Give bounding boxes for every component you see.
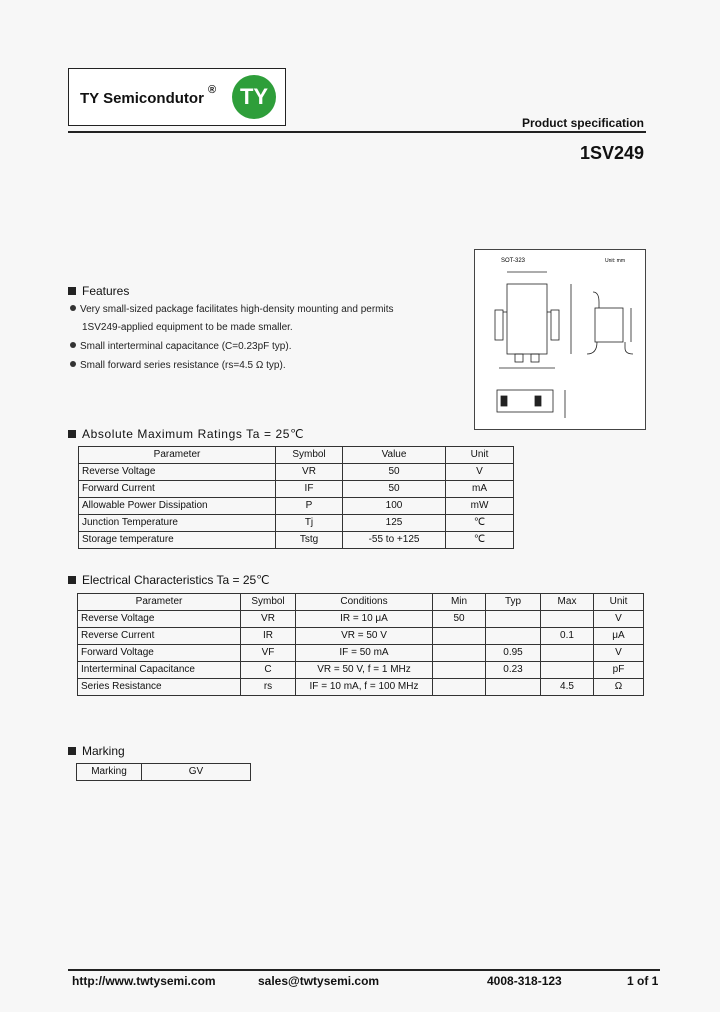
- cell-symbol: VR: [241, 611, 296, 628]
- col-header: Max: [541, 594, 594, 611]
- table-row: [79, 532, 514, 549]
- square-bullet-icon: [68, 747, 76, 755]
- feature-text: Very small-sized package facilitates high-density mounting and permits: [80, 304, 394, 315]
- cell-symbol: VR: [276, 464, 343, 481]
- cell-unit: V: [594, 611, 644, 628]
- table-row: [78, 679, 644, 696]
- cell-parameter: Junction Temperature: [79, 515, 276, 532]
- cell-symbol: P: [276, 498, 343, 515]
- cell-max: [541, 611, 594, 628]
- bullet-icon: [70, 361, 76, 367]
- cell-typ: [486, 679, 541, 696]
- table-row: [79, 515, 514, 532]
- cell-typ: 0.23: [486, 662, 541, 679]
- abs-max-heading: [68, 427, 304, 441]
- cell-value: 50: [343, 481, 446, 498]
- cell-unit: ℃: [446, 532, 514, 549]
- marking-table: [76, 763, 251, 781]
- cell-unit: mW: [446, 498, 514, 515]
- footer-divider: [68, 969, 660, 971]
- registered-mark: ®: [208, 84, 217, 96]
- unit-label: Unit: mm: [605, 258, 625, 264]
- cell-symbol: C: [241, 662, 296, 679]
- company-logo: TY: [232, 75, 276, 119]
- cell-symbol: VF: [241, 645, 296, 662]
- marking-value: GV: [142, 764, 251, 781]
- cell-unit: V: [594, 645, 644, 662]
- col-header: Parameter: [78, 594, 241, 611]
- square-bullet-icon: [68, 287, 76, 295]
- col-header: Conditions: [296, 594, 433, 611]
- col-header: Symbol: [241, 594, 296, 611]
- table-row: [79, 481, 514, 498]
- elec-heading: [68, 573, 270, 587]
- col-header: Min: [433, 594, 486, 611]
- cell-value: -55 to +125: [343, 532, 446, 549]
- col-header: Symbol: [276, 447, 343, 464]
- website-link[interactable]: http://www.twtysemi.com: [72, 974, 216, 988]
- feature-text: Small forward series resistance (rs=4.5 Ω typ).: [80, 360, 286, 371]
- cell-typ: [486, 611, 541, 628]
- cell-max: [541, 662, 594, 679]
- features-heading-text: Features: [82, 284, 130, 298]
- cell-parameter: Reverse Voltage: [79, 464, 276, 481]
- cell-typ: [486, 628, 541, 645]
- part-number: 1SV249: [579, 143, 644, 163]
- cell-symbol: IR: [241, 628, 296, 645]
- square-bullet-icon: [68, 576, 76, 584]
- table-header-row: [78, 594, 644, 611]
- cell-conditions: VR = 50 V, f = 1 MHz: [296, 662, 433, 679]
- col-header: Value: [343, 447, 446, 464]
- cell-unit: pF: [594, 662, 644, 679]
- table-header-row: [79, 447, 514, 464]
- elec-heading-text: Electrical Characteristics Ta = 25℃: [82, 573, 270, 587]
- cell-symbol: IF: [276, 481, 343, 498]
- cell-unit: ℃: [446, 515, 514, 532]
- cell-min: [433, 628, 486, 645]
- cell-value: 50: [343, 464, 446, 481]
- marking-label: Marking: [77, 764, 142, 781]
- email-link[interactable]: sales@twtysemi.com: [258, 974, 380, 988]
- cell-max: 0.1: [541, 628, 594, 645]
- cell-min: [433, 662, 486, 679]
- cell-conditions: IR = 10 μA: [296, 611, 433, 628]
- cell-min: [433, 645, 486, 662]
- col-header: Typ: [486, 594, 541, 611]
- table-row: [79, 464, 514, 481]
- cell-min: 50: [433, 611, 486, 628]
- cell-value: 125: [343, 515, 446, 532]
- cell-typ: 0.95: [486, 645, 541, 662]
- marking-heading-text: Marking: [82, 744, 125, 758]
- cell-parameter: Forward Voltage: [78, 645, 241, 662]
- cell-max: [541, 645, 594, 662]
- features-heading: [68, 284, 129, 298]
- cell-parameter: Forward Current: [79, 481, 276, 498]
- cell-parameter: Storage temperature: [79, 532, 276, 549]
- package-name-label: SOT-323: [501, 258, 526, 264]
- doc-type: Product specification: [521, 116, 644, 130]
- cell-conditions: IF = 10 mA, f = 100 MHz: [296, 679, 433, 696]
- cell-value: 100: [343, 498, 446, 515]
- cell-symbol: Tstg: [276, 532, 343, 549]
- feature-item-3: [70, 360, 286, 371]
- cell-parameter: Allowable Power Dissipation: [79, 498, 276, 515]
- cell-symbol: rs: [241, 679, 296, 696]
- table-row: [78, 645, 644, 662]
- square-bullet-icon: [68, 430, 76, 438]
- table-row: [78, 628, 644, 645]
- cell-unit: μA: [594, 628, 644, 645]
- cell-unit: V: [446, 464, 514, 481]
- feature-item-2: [70, 341, 291, 352]
- bullet-icon: [70, 342, 76, 348]
- table-row: [79, 498, 514, 515]
- cell-unit: mA: [446, 481, 514, 498]
- cell-conditions: VR = 50 V: [296, 628, 433, 645]
- bullet-icon: [70, 305, 76, 311]
- table-row: [78, 662, 644, 679]
- package-outline-diagram: [475, 250, 645, 429]
- abs-max-table: [78, 446, 514, 549]
- cell-min: [433, 679, 486, 696]
- abs-max-heading-text: Absolute Maximum Ratings Ta = 25℃: [82, 427, 305, 441]
- feature-text: Small interterminal capacitance (C=0.23pF typ).: [80, 341, 292, 352]
- cell-conditions: IF = 50 mA: [296, 645, 433, 662]
- cell-parameter: Series Resistance: [78, 679, 241, 696]
- header-divider: [68, 131, 646, 133]
- cell-unit: Ω: [594, 679, 644, 696]
- cell-symbol: Tj: [276, 515, 343, 532]
- feature-item-1-cont: 1SV249-applied equipment to be made smaller.: [82, 322, 293, 333]
- cell-parameter: Interterminal Capacitance: [78, 662, 241, 679]
- col-header: Parameter: [79, 447, 276, 464]
- marking-heading: [68, 744, 125, 758]
- col-header: Unit: [594, 594, 644, 611]
- table-row: [78, 611, 644, 628]
- cell-parameter: Reverse Current: [78, 628, 241, 645]
- package-drawing: [474, 249, 646, 430]
- feature-item-1: [70, 304, 394, 315]
- cell-max: 4.5: [541, 679, 594, 696]
- col-header: Unit: [446, 447, 514, 464]
- brand-name: TY Semicondutor: [80, 90, 204, 107]
- page-number: 1 of 1: [627, 974, 659, 988]
- phone-number: 4008-318-123: [487, 974, 562, 988]
- elec-table: [77, 593, 644, 696]
- table-row: [77, 764, 251, 781]
- cell-parameter: Reverse Voltage: [78, 611, 241, 628]
